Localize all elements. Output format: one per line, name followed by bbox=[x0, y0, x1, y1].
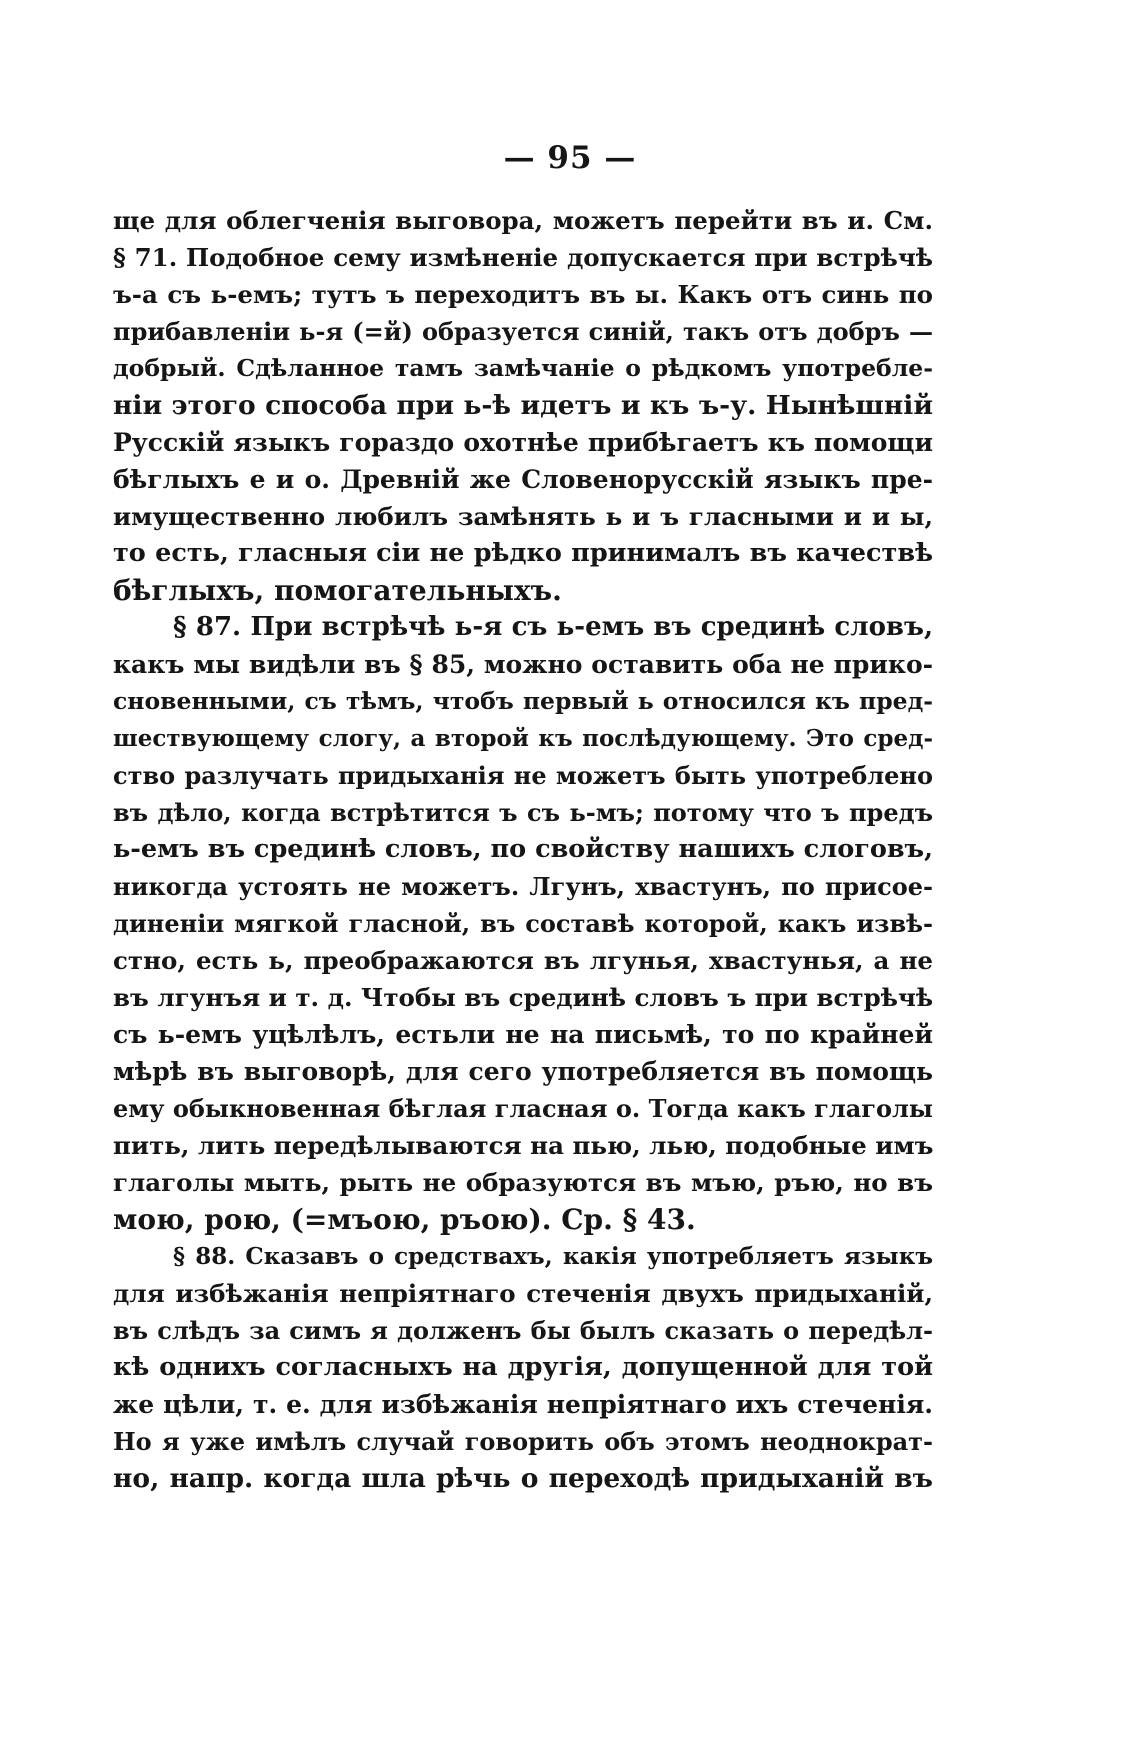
text-line: ство разлучать придыханія не можетъ быть употреблено bbox=[113, 761, 933, 790]
page-number: — 95 — bbox=[503, 140, 637, 176]
text-line: мою, рою, (=мъою, ръою). Ср. § 43. bbox=[113, 1203, 696, 1236]
page-body bbox=[113, 202, 933, 1497]
text-line: бѣглыхъ е и о. Древній же Словенорусскій языкъ пре- bbox=[113, 465, 933, 494]
text-line: мѣрѣ въ выговорѣ, для сего употребляется въ помощь bbox=[113, 1057, 933, 1086]
paragraph bbox=[113, 202, 933, 609]
text-line: кѣ однихъ согласныхъ на другія, допущенной для той bbox=[113, 1352, 933, 1382]
text-line: пить, лить передѣлываются на пью, лью, подобные имъ bbox=[113, 1131, 934, 1160]
paragraph bbox=[113, 609, 933, 1238]
text-line: Но я уже имѣлъ случай говорить объ этомъ неоднократ- bbox=[113, 1427, 933, 1456]
text-line: § 87. При встрѣчѣ ь-я съ ь-емъ въ срединѣ словъ, bbox=[173, 612, 933, 642]
text-line: въ дѣло, когда встрѣтится ъ съ ь-мъ; потому что ъ предъ bbox=[113, 798, 933, 827]
text-line: добрый. Сдѣланное тамъ замѣчаніе о рѣдкомъ употребле- bbox=[113, 354, 933, 382]
text-line: для избѣжанія непріятнаго стеченія двухъ придыханій, bbox=[113, 1279, 933, 1308]
text-line: стно, есть ь, преображаются въ лгунья, хвастунья, а не bbox=[113, 946, 933, 975]
text-line: Русскій языкъ гораздо охотнѣе прибѣгаетъ къ помощи bbox=[113, 428, 933, 457]
text-line: ніи этого способа при ь-ѣ идетъ и къ ъ-у. Нынѣшній bbox=[113, 390, 933, 421]
text-line: шествующему слогу, а второй къ послѣдующему. Это сред- bbox=[113, 725, 933, 752]
text-line: прибавленіи ь-я (=й) образуется синій, такъ отъ добръ — bbox=[113, 317, 933, 346]
text-line: ему обыкновенная бѣглая гласная о. Тогда какъ глаголы bbox=[113, 1094, 933, 1123]
text-line: въ лгунъя и т. д. Чтобы въ срединѣ словъ ъ при встрѣчѣ bbox=[113, 983, 934, 1012]
text-line: диненіи мягкой гласной, въ составѣ которой, какъ извѣ- bbox=[113, 909, 933, 938]
text-line: § 88. Сказавъ о средствахъ, какія употребляетъ языкъ bbox=[173, 1243, 933, 1270]
text-line: но, напр. когда шла рѣчь о переходѣ придыханій въ bbox=[113, 1463, 933, 1494]
text-line: имущественно любилъ замѣнять ь и ъ гласными и и ы, bbox=[113, 502, 933, 531]
text-line: § 71. Подобное сему измѣненіе допускается при встрѣчѣ bbox=[113, 243, 933, 272]
text-line: какъ мы видѣли въ § 85, можно оставить оба не прико- bbox=[113, 650, 933, 679]
text-line: бѣглыхъ, помогательныхъ. bbox=[113, 574, 562, 607]
text-line: въ слѣдъ за симъ я долженъ бы былъ сказать о передѣл- bbox=[113, 1316, 933, 1345]
text-line: же цѣли, т. е. для избѣжанія непріятнаго ихъ стеченія. bbox=[113, 1390, 933, 1419]
text-line: сновенными, съ тѣмъ, чтобъ первый ь относился къ пред- bbox=[113, 687, 933, 715]
text-line: то есть, гласныя сіи не рѣдко принималъ въ качествѣ bbox=[113, 538, 933, 568]
paragraph bbox=[113, 1238, 933, 1497]
text-line: ще для облегченія выговора, можетъ перейти въ и. См. bbox=[113, 206, 933, 235]
text-line: съ ь-емъ уцѣлѣлъ, естьли не на письмѣ, то по крайней bbox=[113, 1020, 933, 1049]
text-line: ъ-а съ ь-емъ; тутъ ъ переходитъ въ ы. Какъ отъ синь по bbox=[113, 280, 933, 309]
text-line: никогда устоять не можетъ. Лгунъ, хвастунъ, по присое- bbox=[113, 872, 933, 901]
text-line: ь-емъ въ срединѣ словъ, по свойству нашихъ слоговъ, bbox=[113, 834, 933, 864]
text-line: глаголы мыть, рыть не образуются въ мъю, ръю, но въ bbox=[113, 1168, 933, 1197]
